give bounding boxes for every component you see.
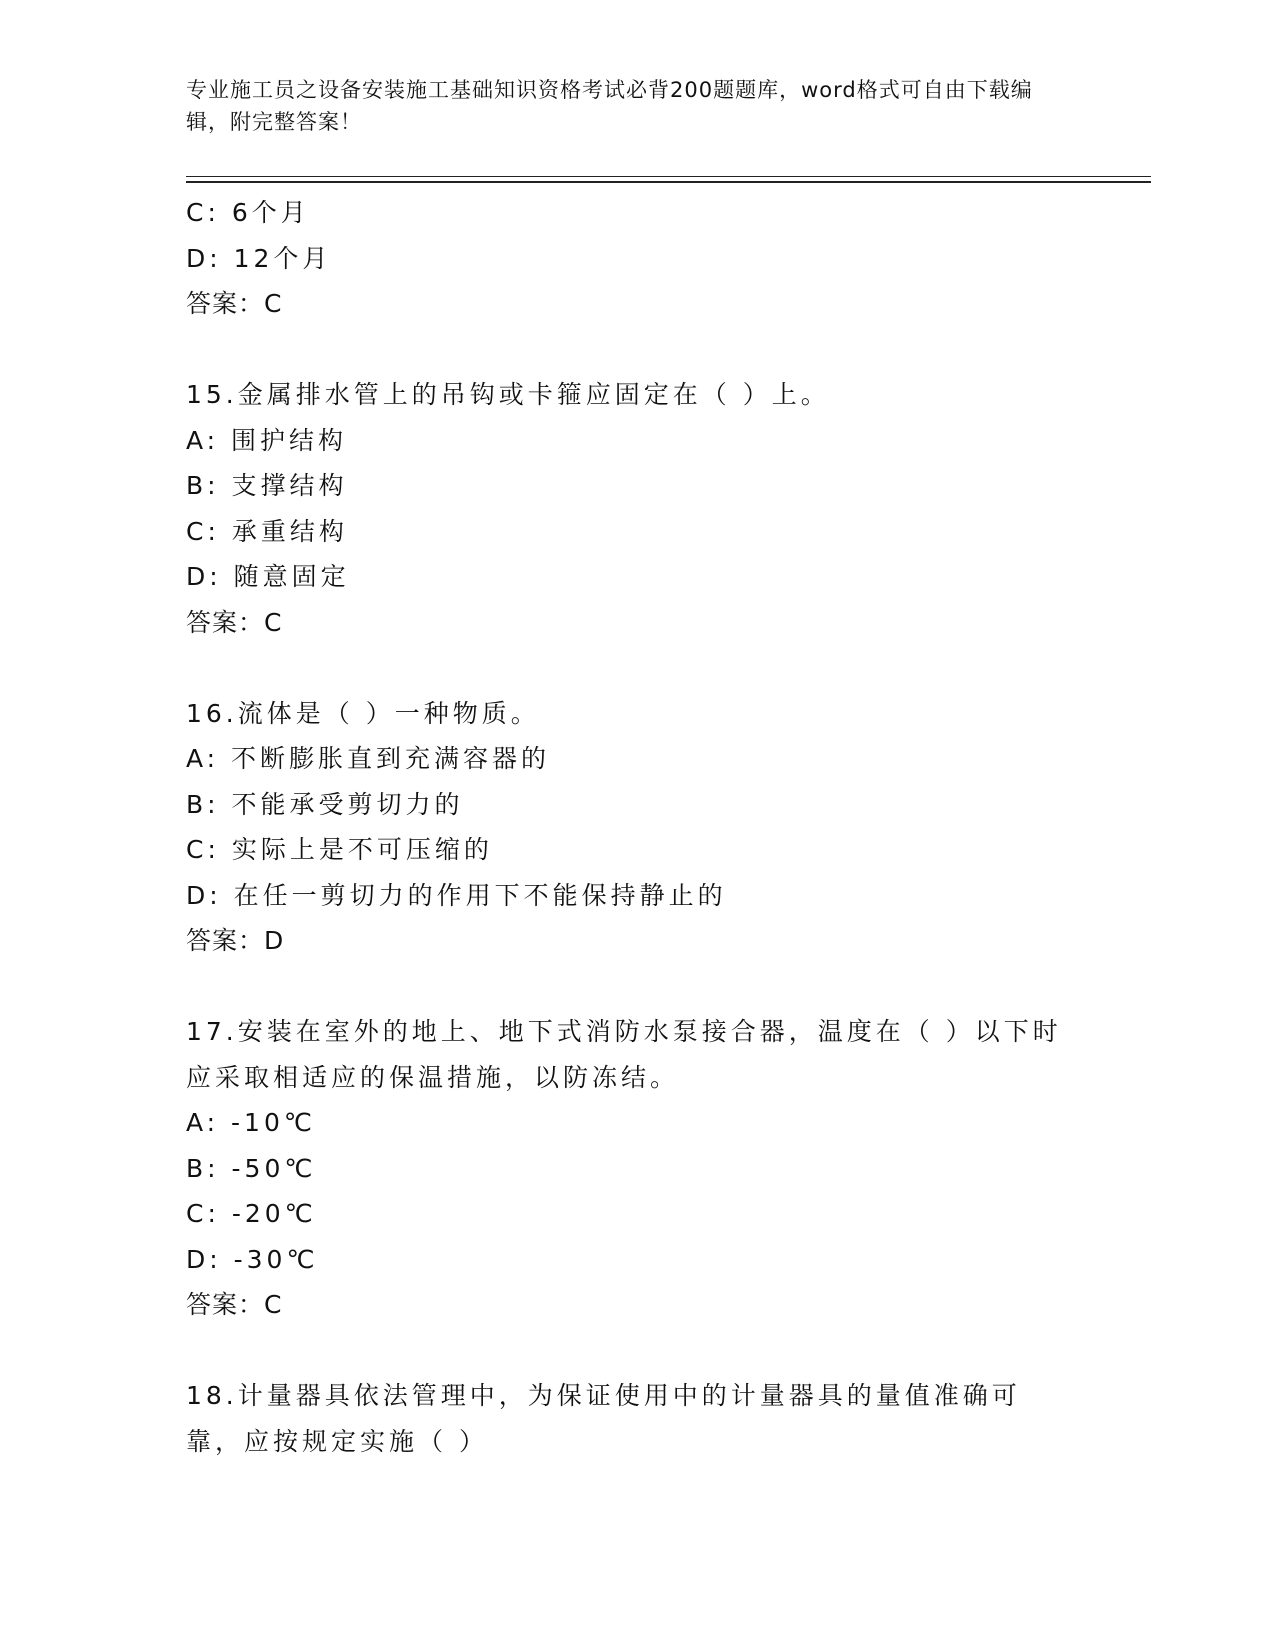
option-c: C: 6个月 [186, 198, 310, 227]
question-stem: 16.流体是（ ）一种物质。 [186, 698, 540, 728]
spacer [186, 1328, 1066, 1374]
question-stem: 17.安装在室外的地上、地下式消防水泵接合器，温度在（ ）以下时应采取相适应的保温措施，以防冻结。 [186, 1017, 1062, 1092]
option-a: A: -10℃ [186, 1108, 316, 1137]
header-title: 专业施工员之设备安装施工基础知识资格考试必背200题题库，word格式可自由下载编辑，附完整答案！ [186, 78, 1033, 134]
header-divider-thin [186, 176, 1151, 177]
spacer [186, 964, 1066, 1010]
option-c: C: 实际上是不可压缩的 [186, 835, 493, 864]
question-16 [186, 691, 1066, 964]
answer-text: 答案：C [186, 607, 283, 637]
option-d: D: 随意固定 [186, 562, 350, 591]
question-stem: 18.计量器具依法管理中，为保证使用中的计量器具的量值准确可靠，应按规定实施（ ） [186, 1381, 1021, 1456]
question-list [186, 190, 1066, 1464]
question-15 [186, 372, 1066, 645]
option-a: A: 围护结构 [186, 425, 348, 455]
question-17 [186, 1009, 1066, 1328]
answer-text: 答案：C [186, 289, 283, 318]
answer-text: 答案：D [186, 926, 285, 955]
spacer [186, 645, 1066, 691]
option-c: C: -20℃ [186, 1199, 317, 1228]
question-stem: 15.金属排水管上的吊钩或卡箍应固定在（ ）上。 [186, 380, 830, 409]
option-d: D: 在任一剪切力的作用下不能保持静止的 [186, 880, 727, 910]
spacer [186, 327, 1066, 373]
option-b: B: 支撑结构 [186, 471, 348, 500]
question-18 [186, 1373, 1066, 1464]
option-b: B: -50℃ [186, 1153, 317, 1183]
header-divider-thick [186, 181, 1151, 183]
option-d: D: -30℃ [186, 1244, 319, 1274]
option-c: C: 承重结构 [186, 516, 348, 546]
option-b: B: 不能承受剪切力的 [186, 789, 464, 819]
answer-text: 答案：C [186, 1290, 283, 1319]
prev-question-block [186, 190, 1066, 327]
option-d: D: 12个月 [186, 243, 332, 273]
option-a: A: 不断膨胀直到充满容器的 [186, 744, 551, 773]
document-header [186, 74, 1066, 138]
